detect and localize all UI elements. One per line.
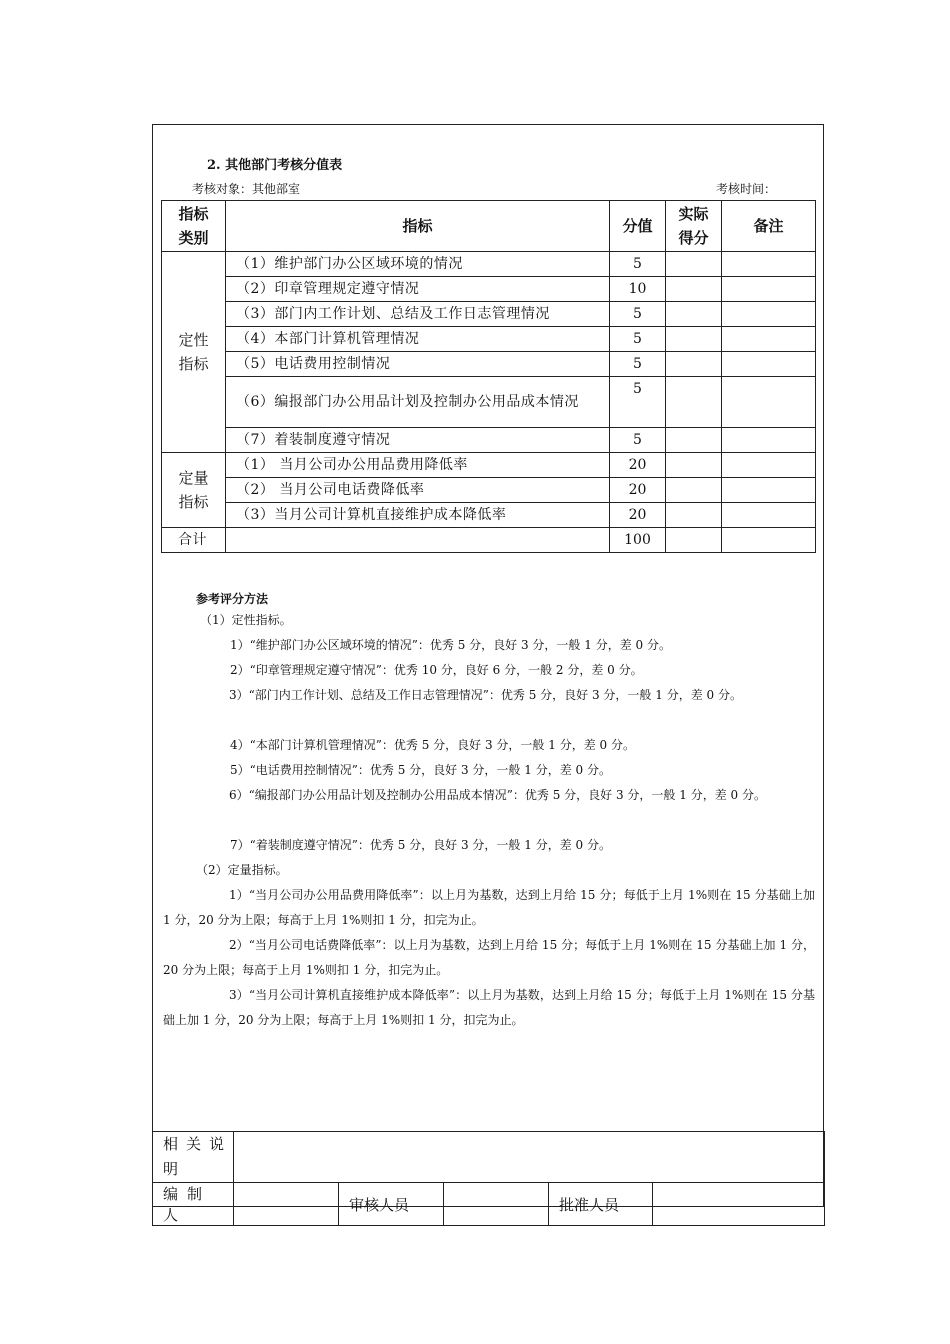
category-qualitative bbox=[162, 252, 226, 453]
header-score: 分值 bbox=[610, 201, 666, 252]
score-cell: 5 bbox=[610, 302, 666, 327]
table-row bbox=[162, 478, 816, 503]
quantitative-rule-3: 3）“当月公司计算机直接维护成本降低率”：以上月为基数，达到上月给 15 分；每低于上月 1%则在 15 分基础上加 1 分，20 分为上限；每高于上月 1%则扣 1 分，扣完为止。 bbox=[163, 988, 815, 1027]
qualitative-heading: （1）定性指标。 bbox=[200, 613, 292, 627]
table-row bbox=[162, 503, 816, 528]
actual-score-cell[interactable] bbox=[666, 428, 722, 453]
category-quantitative bbox=[162, 453, 226, 528]
total-actual-cell[interactable] bbox=[666, 528, 722, 553]
total-row bbox=[162, 528, 816, 553]
score-cell: 5 bbox=[610, 252, 666, 277]
remark-cell[interactable] bbox=[722, 327, 816, 352]
actual-score-cell[interactable] bbox=[666, 503, 722, 528]
remark-cell[interactable] bbox=[722, 453, 816, 478]
remark-cell[interactable] bbox=[722, 302, 816, 327]
actual-score-cell[interactable] bbox=[666, 302, 722, 327]
qualitative-rule-5: 5）“电话费用控制情况”：优秀 5 分，良好 3 分，一般 1 分，差 0 分。 bbox=[230, 763, 611, 777]
assessment-time: 考核时间： bbox=[716, 182, 777, 196]
table-row bbox=[162, 327, 816, 352]
score-cell: 5 bbox=[610, 352, 666, 377]
header-remark: 备注 bbox=[722, 201, 816, 252]
table-row bbox=[162, 252, 816, 277]
table-header-row bbox=[162, 201, 816, 252]
approver-label: 批准人员 bbox=[549, 1183, 653, 1226]
actual-score-cell[interactable] bbox=[666, 252, 722, 277]
qualitative-rule-2: 2）“印章管理规定遵守情况”：优秀 10 分，良好 6 分，一般 2 分，差 0 分。 bbox=[230, 663, 643, 677]
remark-cell[interactable] bbox=[722, 478, 816, 503]
table-row bbox=[162, 428, 816, 453]
method-title: 参考评分方法 bbox=[196, 592, 269, 606]
editor-field[interactable] bbox=[234, 1183, 339, 1226]
indicator-cell: （1） 当月公司办公用品费用降低率 bbox=[226, 453, 610, 478]
score-cell: 20 bbox=[610, 478, 666, 503]
indicator-cell: （3）部门内工作计划、总结及工作日志管理情况 bbox=[226, 302, 610, 327]
remark-cell[interactable] bbox=[722, 503, 816, 528]
approver-field[interactable] bbox=[653, 1183, 825, 1226]
qualitative-rule-4: 4）“本部门计算机管理情况”：优秀 5 分，良好 3 分，一般 1 分，差 0 分。 bbox=[230, 738, 635, 752]
actual-score-cell[interactable] bbox=[666, 377, 722, 428]
score-cell: 5 bbox=[610, 428, 666, 453]
actual-score-cell[interactable] bbox=[666, 478, 722, 503]
table-row bbox=[162, 352, 816, 377]
header-indicator: 指标 bbox=[226, 201, 610, 252]
remark-cell[interactable] bbox=[722, 428, 816, 453]
score-cell: 20 bbox=[610, 503, 666, 528]
actual-score-cell[interactable] bbox=[666, 352, 722, 377]
indicator-cell: （2） 当月公司电话费降低率 bbox=[226, 478, 610, 503]
table-row bbox=[162, 302, 816, 327]
header-actual-text: 实际 得分 bbox=[678, 205, 709, 247]
indicator-cell: （4）本部门计算机管理情况 bbox=[226, 327, 610, 352]
remark-cell[interactable] bbox=[722, 252, 816, 277]
table-row bbox=[162, 377, 816, 428]
quantitative-rule-1: 1）“当月公司办公用品费用降低率”：以上月为基数，达到上月给 15 分；每低于上月 1%则在 15 分基础上加 1 分，20 分为上限；每高于上月 1%则扣 1 分，扣完为止。 bbox=[163, 888, 815, 927]
table-row bbox=[162, 277, 816, 302]
indicator-cell: （5）电话费用控制情况 bbox=[226, 352, 610, 377]
editor-label: 编制人 bbox=[153, 1183, 234, 1226]
score-cell: 20 bbox=[610, 453, 666, 478]
indicator-cell: （2）印章管理规定遵守情况 bbox=[226, 277, 610, 302]
category-quantitative-text: 定量 指标 bbox=[178, 469, 209, 511]
assessment-target: 考核对象：其他部室 bbox=[192, 182, 301, 196]
page-title: 2. 其他部门考核分值表 bbox=[207, 158, 343, 173]
indicator-cell: （7）着装制度遵守情况 bbox=[226, 428, 610, 453]
category-qualitative-text: 定性 指标 bbox=[178, 331, 209, 373]
score-cell: 10 bbox=[610, 277, 666, 302]
related-notes-row bbox=[153, 1132, 825, 1183]
remark-cell[interactable] bbox=[722, 352, 816, 377]
qualitative-rule-6: 6）“编报部门办公用品计划及控制办公用品成本情况”：优秀 5 分，良好 3 分，一般 1 分，差 0 分。 bbox=[229, 788, 766, 802]
qualitative-rule-3: 3）“部门内工作计划、总结及工作日志管理情况”：优秀 5 分，良好 3 分，一般 1 分，差 0 分。 bbox=[229, 688, 742, 702]
total-indicator-cell bbox=[226, 528, 610, 553]
score-cell: 5 bbox=[610, 377, 666, 428]
quantitative-heading: （2）定量指标。 bbox=[196, 863, 288, 877]
qualitative-rule-7: 7）“着装制度遵守情况”：优秀 5 分，良好 3 分，一般 1 分，差 0 分。 bbox=[230, 838, 611, 852]
actual-score-cell[interactable] bbox=[666, 327, 722, 352]
score-cell: 5 bbox=[610, 327, 666, 352]
footer-table bbox=[152, 1131, 825, 1226]
total-score: 100 bbox=[610, 528, 666, 553]
related-notes-field[interactable] bbox=[234, 1132, 825, 1183]
quantitative-rule-2: 2）“当月公司电话费降低率”：以上月为基数，达到上月给 15 分；每低于上月 1%则在 15 分基础上加 1 分，20 分为上限；每高于上月 1%则扣 1 分，扣完为止。 bbox=[163, 938, 815, 977]
indicator-cell: （1）维护部门办公区域环境的情况 bbox=[226, 252, 610, 277]
reviewer-field[interactable] bbox=[444, 1183, 549, 1226]
table-row bbox=[162, 453, 816, 478]
remark-cell[interactable] bbox=[722, 377, 816, 428]
actual-score-cell[interactable] bbox=[666, 453, 722, 478]
qualitative-rule-1: 1）“维护部门办公区域环境的情况”：优秀 5 分，良好 3 分，一般 1 分，差 0 分。 bbox=[230, 638, 671, 652]
header-category-text: 指标 类别 bbox=[178, 205, 209, 247]
related-notes-label: 相关说明 bbox=[153, 1132, 234, 1183]
header-category bbox=[162, 201, 226, 252]
score-table bbox=[161, 200, 816, 553]
signature-row bbox=[153, 1183, 825, 1226]
header-actual bbox=[666, 201, 722, 252]
total-remark-cell[interactable] bbox=[722, 528, 816, 553]
reviewer-label: 审核人员 bbox=[339, 1183, 444, 1226]
total-label: 合计 bbox=[162, 528, 226, 553]
remark-cell[interactable] bbox=[722, 277, 816, 302]
indicator-cell: （3）当月公司计算机直接维护成本降低率 bbox=[226, 503, 610, 528]
indicator-cell: （6）编报部门办公用品计划及控制办公用品成本情况 bbox=[226, 377, 610, 428]
actual-score-cell[interactable] bbox=[666, 277, 722, 302]
